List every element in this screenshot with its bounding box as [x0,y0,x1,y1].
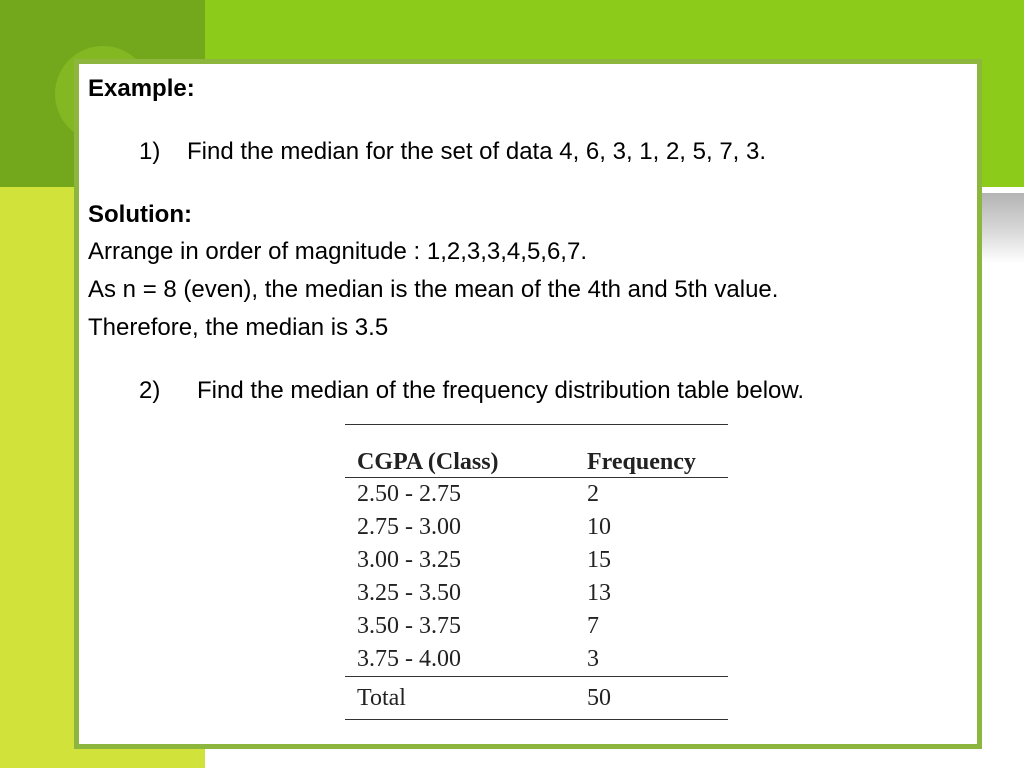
solution-line-3: Therefore, the median is 3.5 [88,314,389,341]
slide-content-card [74,59,982,749]
table-cell-frequency: 10 [587,514,611,540]
question-2-number: 2) [139,377,161,404]
table-cell-class: 2.75 - 3.00 [357,514,461,540]
table-cell-frequency: 3 [575,643,728,677]
table-cell-class: 3.50 - 3.75 [357,613,461,639]
question-2 [139,372,804,410]
question-1-number: 1) [139,138,161,165]
question-1-text: Find the median for the set of data 4, 6, 3, 1, 2, 5, 7, 3. [187,138,767,165]
table-total-label: Total [345,677,575,720]
solution-line-1: Arrange in order of magnitude : 1,2,3,3,4,5,6,7. [88,238,587,265]
table-header-row [345,425,728,478]
table-cell-frequency: 2 [587,481,599,507]
table-row [345,610,728,643]
table-total-row [345,677,728,720]
table-header-class: CGPA (Class) [345,425,575,478]
solution-heading: Solution: [88,201,192,228]
table-cell-class: 3.25 - 3.50 [357,580,461,606]
solution-line-2: As n = 8 (even), the median is the mean of the 4th and 5th value. [88,276,779,303]
table-row [345,643,728,677]
background-gray-gradient [982,193,1024,263]
question-2-text: Find the median of the frequency distribution table below. [197,377,805,404]
table-row [345,511,728,544]
table-total-value: 50 [575,677,728,720]
question-1 [139,133,766,171]
table-cell-frequency: 15 [587,547,611,573]
table-cell-class: 2.50 - 2.75 [357,481,461,507]
table-row [345,577,728,610]
table-header-frequency: Frequency [575,425,728,478]
example-heading: Example: [88,75,195,102]
table-cell-frequency: 7 [587,613,599,639]
table-cell-frequency: 13 [587,580,611,606]
table-row [345,544,728,577]
table-cell-class: 3.75 - 4.00 [345,643,575,677]
frequency-distribution-table [345,424,728,720]
table-row [345,478,728,512]
table-cell-class: 3.00 - 3.25 [357,547,461,573]
